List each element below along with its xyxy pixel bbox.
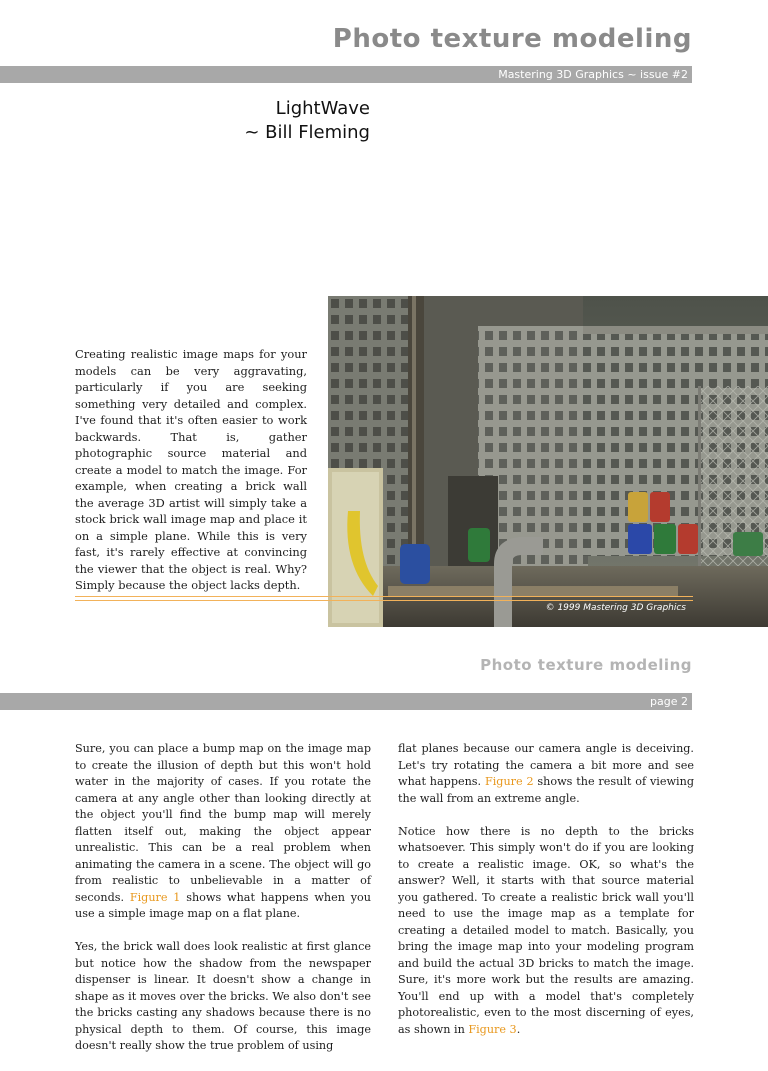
page-number-label: page 2 [650,695,688,708]
page-bar-end [692,693,768,710]
body-text: Notice how there is no depth to the bricks whatsoever. This simply won't do if you are looking to create a realistic image. OK, so what's the answer? Well, it starts with that source material you gathered. To create a realistic brick wall you'll need to use the image map as a template for creating a detailed model to match. Basically, you bring the image map into your modeling program and build the actual 3D bricks to match the image. Sure, it's more work but the results are amazing. You'll end up with a model that's completely photorealistic, even to the most discerning of eyes, as shown in [398,824,694,1036]
alley-scene-image [328,296,768,627]
body-paragraph [398,824,694,1039]
page-title: Photo texture modeling [332,24,692,54]
body-text: Sure, you can place a bump map on the image map to create the illusion of depth but this won't hold water in the majority of cases. If you rotate the camera at any angle other than looking directly at the object you'll find the bump map will merely flatten itself out, making the object appear unrealistic. This can be a real problem when animating the camera in a scene. The object will go from realistic to unbelievable in a matter of seconds. [75,742,371,904]
byline-software: LightWave [275,98,370,119]
intro-paragraph: Creating realistic image maps for your models can be very aggravating, particularly if you are seeking something very detailed and complex. I've found that it's often easier to work backwards. That is, gather photographic source material and create a model to match the image. For example, when creating a brick wall the average 3D artist will simply take a stock brick wall image map and place it on a simple plane. While this is very fast, it's rarely effective at convincing the viewer that the object is real. Why? Simply because the object lacks depth. [75,347,307,592]
body-paragraph [75,741,371,923]
body-text: shows the result of viewing the wall from an extreme angle. [398,775,694,805]
body-paragraph [398,741,694,807]
body-column-left [75,741,371,1071]
body-column-right [398,741,694,1055]
figure-2-link[interactable]: Figure 2 [484,775,534,788]
figure-1-link[interactable]: Figure 1 [129,890,181,904]
byline-author: ~ Bill Fleming [244,122,370,143]
rendered-alley-photo [328,296,768,627]
divider-rule-bottom [75,600,693,601]
figure-3-link[interactable]: Figure 3 [468,1022,517,1036]
header-bar-end [692,66,768,83]
issue-label: Mastering 3D Graphics ~ issue #2 [498,68,688,81]
body-text: . [516,1022,521,1036]
body-text: shows what happens when you use a simple image map on a flat plane. [75,890,371,920]
body-paragraph [75,939,371,1055]
divider-rule-top [75,596,693,597]
body-text: Yes, the brick wall does look realistic at first glance but notice how the shadow from the newspaper dispenser is linear. It doesn't show a change in shape as it moves over the bricks. We also don't see the bricks casting any shadows because there is no physical depth to them. Of course, this image doesn't really show the true problem of using [75,940,371,1052]
photo-credit: © 1999 Mastering 3D Graphics [545,603,686,613]
body-text: flat planes because our camera angle is deceiving. Let's try rotating the camera a bit more and see what happens. [398,742,694,788]
section-title: Photo texture modeling [480,656,692,674]
